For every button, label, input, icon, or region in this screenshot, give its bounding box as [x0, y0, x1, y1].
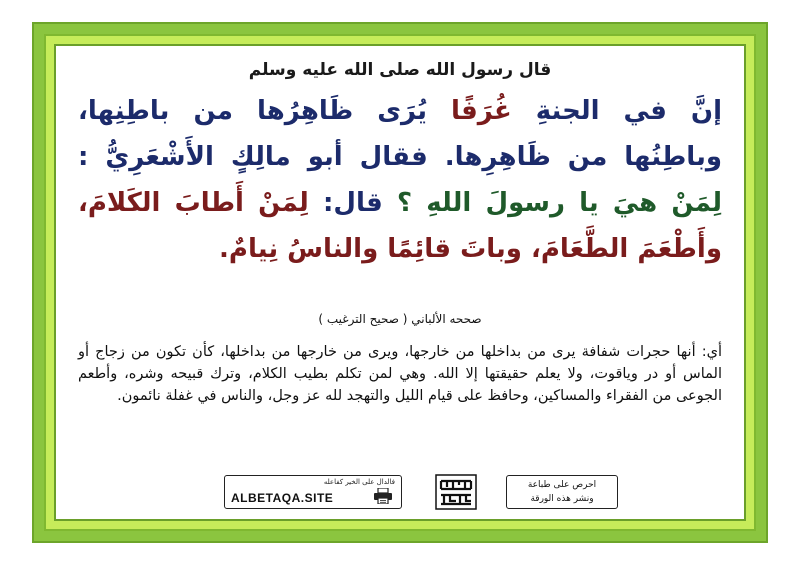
footer [56, 473, 744, 513]
card-panel [54, 44, 746, 521]
hadith-part-4: لِمَنْ هيَ يا رسولَ اللهِ ؟ [396, 188, 722, 218]
hadith-part-1: إنَّ في الجنةِ [535, 96, 722, 126]
hadith-part-5: قال: [323, 188, 383, 218]
albetaqa-logo-icon [434, 473, 478, 511]
print-note [506, 475, 618, 509]
printer-icon [373, 488, 393, 504]
hadith-part-3: يُرَى ظَاهِرُها من باطِنِها، وباطِنُها من ظَاهِرِها. فقال أبو مالِكٍ الأَشْعَرِيُّ : [78, 96, 722, 172]
outer-frame [32, 22, 768, 543]
print-note-line-2: ونشر هذه الورقة [530, 494, 594, 504]
hadith-text [78, 88, 722, 272]
site-caption: فالدال على الخير كفاعله [323, 478, 395, 486]
hadith-part-2: غُرَفًا [450, 96, 512, 126]
inner-frame [44, 34, 756, 531]
print-note-line-1: احرص على طباعة [527, 480, 597, 490]
heading: قال رسول الله صلى الله عليه وسلم [248, 60, 552, 80]
site-box [224, 475, 402, 509]
hadith-source: صححه الألباني ( صحيح الترغيب ) [318, 312, 482, 326]
site-url[interactable]: ALBETAQA.SITE [231, 491, 334, 505]
hadith-part-6: لِمَنْ أَطابَ الكَلامَ، وأَطْعَمَ الطَّعَامَ، وباتَ قائِمًا والناسُ نِيامٌ. [78, 188, 722, 264]
explanation-text: أي: أنها حجرات شفافة يرى من بداخلها من خارجها، ويرى من خارجها من بداخلها، كأن تكون من زجاج أو الماس أو در وياقوت، ولا يعلم حقيقتها إلا الله. وهي لمن تكلم بطيب الكلام، وترك قبيحه وشره، وأطعم الجوعى من الفقراء والمساكين، وحافظ على قيام الليل والتهجد لله عز وجل، والناس في غفلة نائمون. [78, 344, 722, 404]
